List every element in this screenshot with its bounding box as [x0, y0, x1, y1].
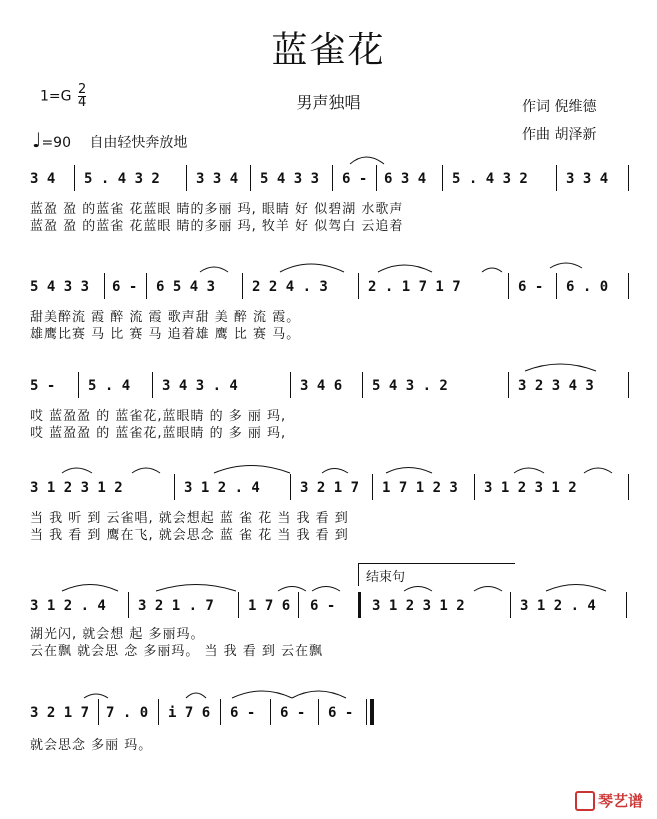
measure: 3 2 1 7 [30, 705, 90, 721]
measure: 1 7 1 2 3 [382, 480, 458, 496]
measure: 6 - [230, 705, 256, 721]
barline [152, 372, 153, 398]
lyric-line-1: 湖光闪, 就会想 起 多丽玛。 [30, 627, 205, 642]
barline [556, 165, 557, 191]
tie-slur [378, 265, 432, 272]
time-signature [78, 84, 86, 109]
measure: 6 . 0 [566, 279, 609, 295]
tie-slur [232, 691, 292, 698]
barline [158, 699, 159, 725]
tie-slur [584, 468, 612, 473]
measure: 6 - [280, 705, 306, 721]
tie-slur [514, 468, 544, 473]
lyric-line-1: 就会思念 多丽 玛。 [30, 738, 153, 753]
composer-credit: 作曲 胡泽新 [522, 127, 597, 143]
key-label: 1=G [40, 88, 72, 105]
barline [366, 699, 367, 725]
tie-slur [386, 468, 432, 474]
tie-slur [132, 468, 160, 473]
tie-slur [322, 469, 348, 474]
measure: 5 . 4 3 2 [452, 171, 528, 187]
lyric-line-1: 蓝盈 盈 的蓝雀 花蓝眼 睛的多丽 玛, 眼睛 好 似碧湖 水歌声 [30, 202, 404, 217]
barline [78, 372, 79, 398]
tie-slur [62, 468, 92, 473]
tie-slur [525, 364, 596, 371]
measure: 5 . 4 3 2 [84, 171, 160, 187]
measure: 2 . 1 7 1 7 [368, 279, 461, 295]
tie-slur [280, 264, 344, 272]
measure: 6 3 4 [384, 171, 427, 187]
lyric-line-2: 当 我 看 到 鹰在飞, 就会思念 蓝 雀 花 当 我 看 到 [30, 528, 349, 543]
measure: 3 4 [30, 171, 56, 187]
barline [250, 165, 251, 191]
measure: i 7 6 [168, 705, 211, 721]
repeat-end-barline [358, 592, 361, 618]
tie-slur [84, 694, 108, 698]
quarter-note-icon: ♩ [32, 128, 42, 152]
logo-icon [575, 791, 595, 811]
barline [626, 592, 627, 618]
measure: 3 1 2 3 1 2 [30, 480, 123, 496]
measure: 2 2 4 . 3 [252, 279, 328, 295]
tie-slur [214, 466, 290, 474]
tie-slur [278, 587, 306, 592]
barline [332, 165, 333, 191]
barline [186, 165, 187, 191]
tie-slur [350, 157, 384, 164]
measure: 5 4 3 3 [30, 279, 90, 295]
volta-label: 结束句 [366, 570, 406, 585]
measure: 5 4 3 3 [260, 171, 320, 187]
barline [376, 165, 377, 191]
lyric-line-2: 哎 蓝盈盈 的 蓝雀花,蓝眼睛 的 多 丽 玛, [30, 426, 287, 441]
tie-slur [404, 587, 432, 592]
barline [220, 699, 221, 725]
measure: 3 3 4 [566, 171, 609, 187]
tie-slur [312, 587, 340, 592]
lyric-line-1: 甜美醉流 霞 醉 流 霞 歌声甜 美 醉 流 霞。 [30, 310, 301, 325]
time-top: 2 [77, 82, 87, 97]
lyric-line-2: 云在飘 就会思 念 多丽玛。 当 我 看 到 云在飘 [30, 644, 324, 659]
tie-slur [482, 268, 502, 272]
lyric-line-2: 蓝盈 盈 的蓝雀 花蓝眼 睛的多丽 玛, 牧羊 好 似驾白 云追着 [30, 219, 404, 234]
measure: 3 2 1 . 7 [138, 598, 214, 614]
barline [242, 273, 243, 299]
measure: 3 4 6 [300, 378, 343, 394]
final-barline [370, 699, 374, 725]
tie-slur [474, 587, 502, 592]
barline [270, 699, 271, 725]
barline [508, 273, 509, 299]
measure: 5 . 4 [88, 378, 131, 394]
measure: 7 . 0 [106, 705, 149, 721]
lyric-line-1: 当 我 听 到 云雀唱, 就会想起 蓝 雀 花 当 我 看 到 [30, 511, 349, 526]
barline [98, 699, 99, 725]
measure: 3 1 2 . 4 [184, 480, 260, 496]
measure: 6 5 4 3 [156, 279, 216, 295]
tie-slur [292, 691, 346, 698]
barline [628, 273, 629, 299]
barline [508, 372, 509, 398]
barline [628, 372, 629, 398]
song-title: 蓝雀花 [271, 30, 386, 71]
measure: 3 3 4 [196, 171, 239, 187]
barline [628, 165, 629, 191]
measure: 5 - [30, 378, 56, 394]
measure: 3 2 1 7 [300, 480, 360, 496]
lyric-line-2: 雄鹰比赛 马 比 赛 马 追着雄 鹰 比 赛 马。 [30, 327, 301, 342]
barline [128, 592, 129, 618]
barline [362, 372, 363, 398]
measure: 6 - [310, 598, 336, 614]
barline [104, 273, 105, 299]
barline [628, 474, 629, 500]
barline [358, 273, 359, 299]
measure: 3 2 3 4 3 [518, 378, 594, 394]
measure: 6 - [518, 279, 544, 295]
song-subtitle: 男声独唱 [296, 93, 361, 112]
measure: 3 4 3 . 4 [162, 378, 238, 394]
time-bottom: 4 [77, 95, 87, 110]
barline [474, 474, 475, 500]
measure: 6 - [328, 705, 354, 721]
tempo-value: =90 [41, 135, 71, 151]
tempo-marking [32, 128, 187, 152]
lyricist-credit: 作词 倪维德 [522, 99, 597, 115]
expression-mark: 自由轻快奔放地 [89, 135, 188, 151]
barline [290, 372, 291, 398]
tie-slur [550, 263, 582, 268]
measure: 3 1 2 . 4 [520, 598, 596, 614]
key-signature [40, 84, 86, 109]
logo-text: 琴艺谱 [597, 791, 643, 810]
barline [174, 474, 175, 500]
measure: 3 1 2 3 1 2 [484, 480, 577, 496]
measure: 6 - [112, 279, 138, 295]
tie-slur [62, 585, 118, 592]
barline [318, 699, 319, 725]
barline [290, 474, 291, 500]
tie-slur [546, 585, 606, 592]
tie-slur [186, 693, 206, 698]
barline [372, 474, 373, 500]
tie-slur [156, 585, 236, 592]
barline [442, 165, 443, 191]
tie-slur [200, 267, 228, 272]
barline [298, 592, 299, 618]
measure: 6 - [342, 171, 368, 187]
measure: 3 1 2 3 1 2 [372, 598, 465, 614]
site-logo [575, 790, 643, 812]
lyric-line-1: 哎 蓝盈盈 的 蓝雀花,蓝眼睛 的 多 丽 玛, [30, 409, 287, 424]
barline [74, 165, 75, 191]
measure: 1 7 6 [248, 598, 291, 614]
barline [238, 592, 239, 618]
measure: 5 4 3 . 2 [372, 378, 448, 394]
barline [146, 273, 147, 299]
barline [510, 592, 511, 618]
measure: 3 1 2 . 4 [30, 598, 106, 614]
barline [556, 273, 557, 299]
